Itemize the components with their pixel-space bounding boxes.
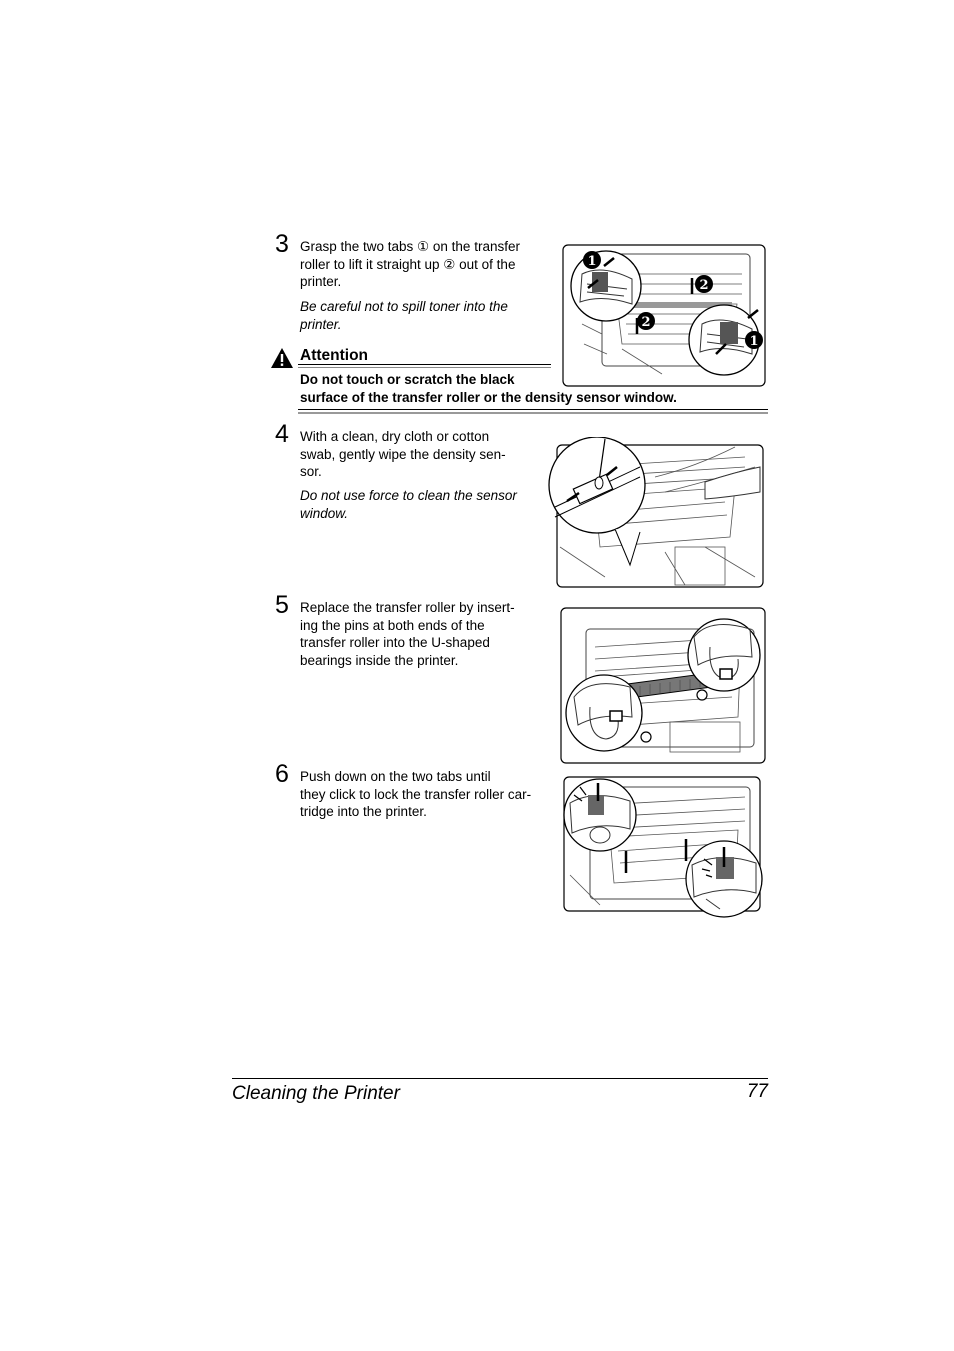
page-number: 77	[746, 1081, 768, 1102]
text-line: Do not touch or scratch the black	[300, 372, 515, 387]
illustration-replace-transfer-roller	[560, 607, 766, 765]
step-number: 6	[275, 760, 289, 788]
attention-rule	[298, 367, 551, 368]
step-text	[300, 599, 545, 669]
text-line: Grasp the two tabs ① on the transfer	[300, 239, 520, 254]
step-text	[300, 428, 540, 481]
attention-text	[300, 371, 770, 407]
step-number: 3	[275, 230, 289, 258]
text-line: bearings inside the printer.	[300, 652, 459, 668]
illustration-wipe-density-sensor	[545, 437, 765, 589]
text-line: transfer roller into the U-shaped	[300, 635, 490, 650]
footer-rule	[232, 1078, 768, 1079]
step-note	[300, 298, 550, 333]
step-text	[300, 768, 555, 821]
text-line: ing the pins at both ends of the	[300, 617, 485, 633]
text-line: window.	[300, 505, 349, 521]
warning-triangle-icon	[270, 346, 294, 370]
step-note	[300, 487, 545, 522]
attention-bottom-rule	[298, 412, 768, 414]
text-line: printer.	[300, 316, 342, 332]
text-line: Be careful not to spill toner into the	[300, 299, 508, 314]
text-line: With a clean, dry cloth or cotton	[300, 429, 490, 444]
attention-title: Attention	[300, 347, 369, 364]
step-number: 4	[275, 420, 289, 448]
text-line: printer.	[300, 274, 342, 289]
callout-label: 2	[641, 315, 651, 330]
footer-section-title: Cleaning the Printer	[232, 1083, 400, 1104]
illustration-lift-transfer-roller	[562, 244, 766, 388]
step-text	[300, 238, 550, 291]
callout-label: 1	[749, 334, 759, 349]
text-line: roller to lift it straight up ② out of the	[300, 256, 516, 272]
attention-rule	[298, 364, 551, 365]
text-line: swab, gently wipe the density sen-	[300, 446, 506, 462]
text-line: sor.	[300, 464, 322, 479]
text-line: Do not use force to clean the sensor	[300, 488, 517, 503]
illustration-lock-transfer-roller	[560, 775, 766, 921]
text-line: tridge into the printer.	[300, 804, 427, 819]
text-line: surface of the transfer roller or the density sensor window.	[300, 390, 677, 405]
callout-label: 1	[587, 254, 597, 269]
text-line: Replace the transfer roller by insert-	[300, 600, 515, 615]
step-number: 5	[275, 591, 289, 619]
attention-bottom-rule	[298, 409, 768, 410]
text-line: Push down on the two tabs until	[300, 769, 491, 784]
callout-label: 2	[699, 278, 709, 293]
text-line: they click to lock the transfer roller car-	[300, 786, 532, 802]
